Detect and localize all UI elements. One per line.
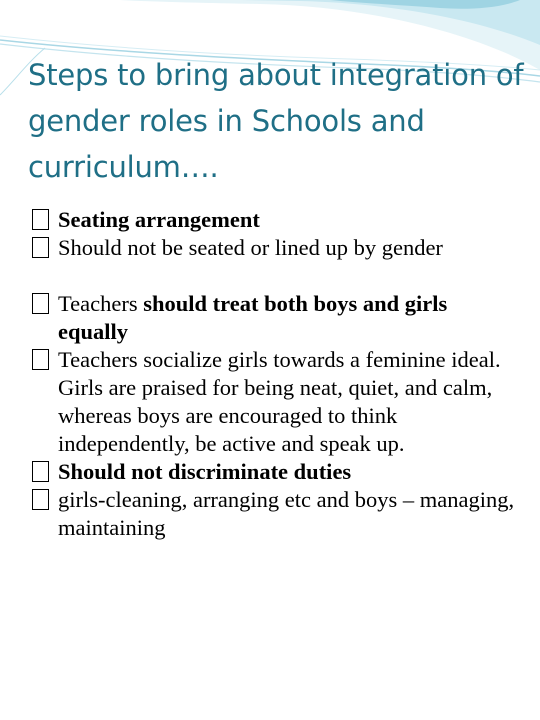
bullet-item: [32, 346, 522, 458]
bullet-text: Should not be seated or lined up by gender: [58, 235, 443, 260]
bullet-text: Seating arrangement: [58, 207, 260, 232]
bullet-item: [32, 458, 522, 486]
bullet-item: [32, 486, 522, 542]
bullet-marker-icon: [32, 461, 49, 482]
bullet-marker-icon: [32, 237, 49, 258]
bullet-item: [32, 206, 522, 234]
bullet-marker-icon: [32, 209, 49, 230]
bullet-marker-icon: [32, 349, 49, 370]
bullet-item: [32, 290, 522, 346]
bullet-text: girls-cleaning, arranging etc and boys – managing, maintaining: [58, 487, 515, 540]
spacer: [32, 262, 522, 290]
bullet-text: Should not discriminate duties: [58, 459, 352, 484]
bullet-text: Teachers socialize girls towards a feminine ideal. Girls are praised for being neat, quiet, and calm, whereas boys are encouraged to think independently, be active and speak up.: [58, 347, 501, 456]
bullet-marker-icon: [32, 293, 49, 314]
bullet-text-prefix: Teachers: [58, 291, 144, 316]
bullet-text-bold: should treat both boys and girls equally: [58, 291, 448, 344]
bullet-marker-icon: [32, 489, 49, 510]
slide-title: Steps to bring about integration of gender roles in Schools and curriculum….: [28, 58, 524, 184]
bullet-list: [32, 206, 522, 542]
bullet-item: [32, 234, 522, 262]
